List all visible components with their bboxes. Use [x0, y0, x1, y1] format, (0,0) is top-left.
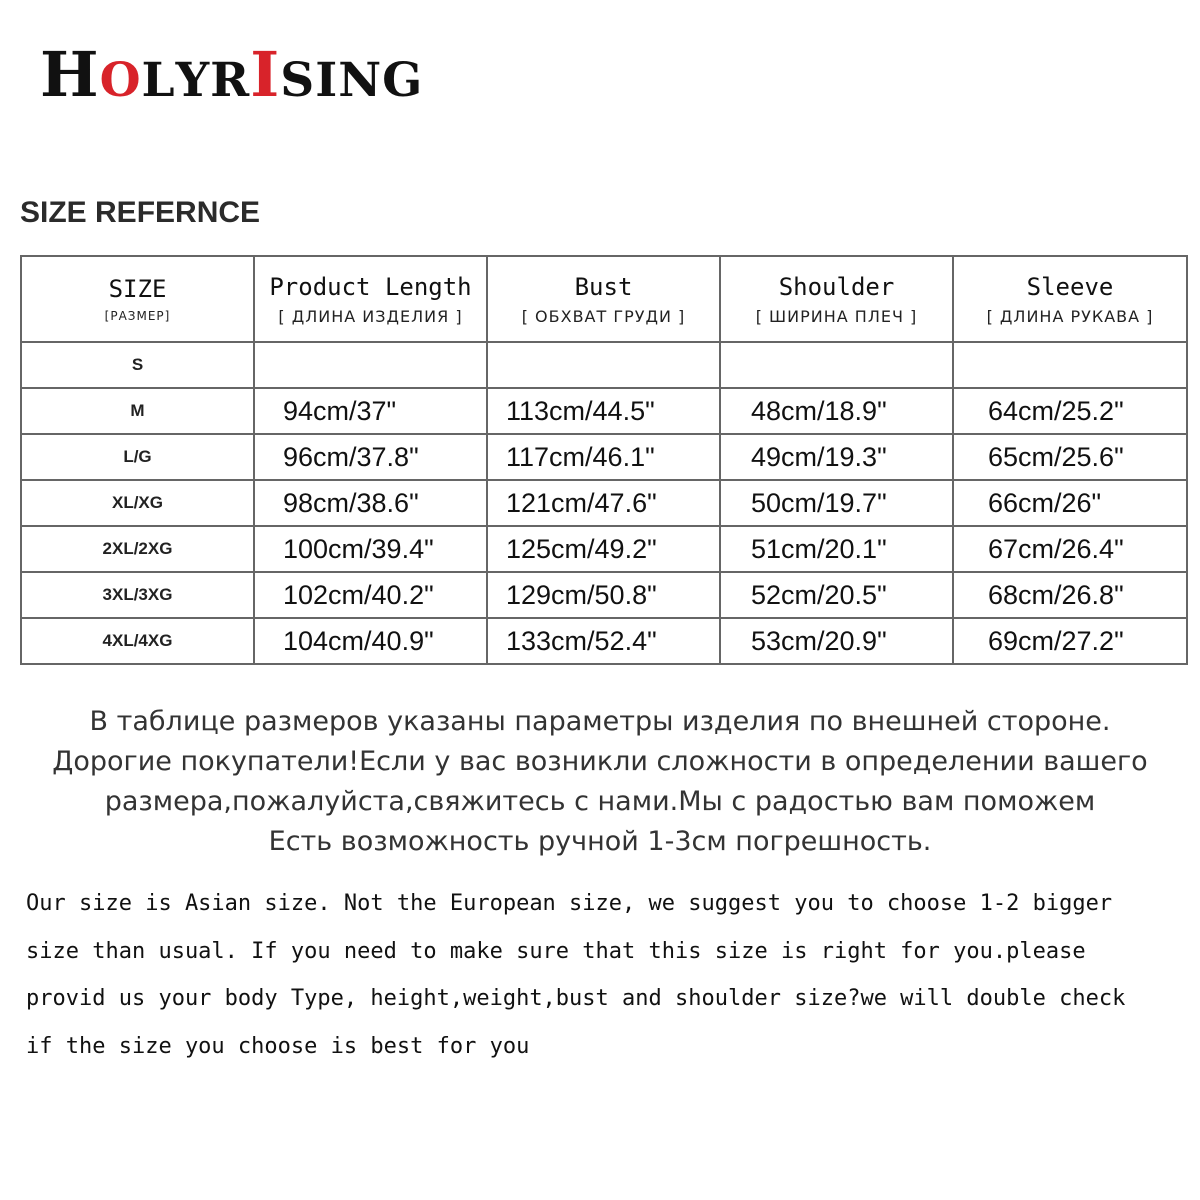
header-title: Shoulder: [778, 272, 895, 301]
header-subtitle: [ ДЛИНА РУКАВА ]: [986, 306, 1154, 326]
note-line: provid us your body Type, height,weight,bust and shoulder size?we will double check: [26, 986, 1126, 1011]
length-value: 94cm/37": [283, 395, 397, 426]
header-subtitle: [РАЗМЕР]: [104, 309, 171, 323]
bust-value: 133cm/52.4": [506, 625, 657, 656]
note-line: В таблице размеров указаны параметры изделия по внешней стороне.: [89, 706, 1111, 737]
shoulder-cell: [720, 480, 953, 526]
header-product-length: [254, 256, 487, 342]
header-title: SIZE: [108, 275, 167, 303]
shoulder-value: 50cm/19.7": [751, 487, 887, 518]
sleeve-cell: [953, 480, 1187, 526]
sleeve-value: 68cm/26.8": [988, 579, 1124, 610]
sleeve-value: 67cm/26.4": [988, 533, 1124, 564]
shoulder-value: 52cm/20.5": [751, 579, 887, 610]
bust-cell: [487, 572, 720, 618]
size-label: M: [21, 388, 254, 434]
note-line: Есть возможность ручной 1-3см погрешность.: [268, 826, 932, 857]
logo-letter: Y: [175, 53, 211, 108]
sleeve-cell: [953, 618, 1187, 664]
logo-letter: S: [280, 53, 316, 108]
logo-letter: I: [315, 53, 339, 108]
length-value: 98cm/38.6": [283, 487, 419, 518]
sleeve-cell: [953, 342, 1187, 388]
russian-size-notes: [0, 702, 1200, 862]
shoulder-cell: [720, 572, 953, 618]
note-line: Дорогие покупатели!Если у вас возникли сложности в определении вашего: [52, 746, 1148, 777]
sleeve-value: 66cm/26": [988, 487, 1102, 518]
header-shoulder: [720, 256, 953, 342]
sleeve-value: 64cm/25.2": [988, 395, 1124, 426]
shoulder-cell: [720, 618, 953, 664]
logo-letter: R: [210, 53, 251, 108]
note-line: size than usual. If you need to make sure that this size is right for you.please: [26, 938, 1086, 964]
logo-letter: I: [250, 38, 281, 111]
note-line: размера,пожалуйста,свяжитесь с нами.Мы с радостью вам поможем: [104, 786, 1096, 817]
sleeve-cell: [953, 526, 1187, 572]
shoulder-cell: [720, 526, 953, 572]
size-label: 2XL/2XG: [21, 526, 254, 572]
table-row: [21, 526, 1187, 572]
english-size-note: [26, 880, 1176, 1070]
size-reference-heading: SIZE REFERNCE: [20, 196, 261, 229]
header-title: Product Length: [269, 272, 472, 301]
header-subtitle: [ ОБХВАТ ГРУДИ ]: [521, 306, 686, 326]
size-label: XL/XG: [21, 480, 254, 526]
shoulder-cell: [720, 434, 953, 480]
table-row: [21, 342, 1187, 388]
length-value: 100cm/39.4": [283, 533, 434, 564]
shoulder-value: 51cm/20.1": [751, 533, 887, 564]
bust-cell: [487, 388, 720, 434]
length-value: 104cm/40.9": [283, 625, 434, 656]
sleeve-cell: [953, 434, 1187, 480]
header-subtitle: [ ШИРИНА ПЛЕЧ ]: [755, 306, 918, 326]
size-label: S: [21, 342, 254, 388]
length-cell: [254, 388, 487, 434]
length-cell: [254, 434, 487, 480]
shoulder-value: 49cm/19.3": [751, 441, 887, 472]
size-label: 4XL/4XG: [21, 618, 254, 664]
header-bust: [487, 256, 720, 342]
length-value: 96cm/37.8": [283, 441, 419, 472]
table-row: [21, 480, 1187, 526]
sleeve-value: 65cm/25.6": [988, 441, 1124, 472]
bust-value: 125cm/49.2": [506, 533, 657, 564]
header-title: Sleeve: [1026, 272, 1114, 301]
length-cell: [254, 342, 487, 388]
header-sleeve: [953, 256, 1187, 342]
table-row: [21, 618, 1187, 664]
bust-cell: [487, 618, 720, 664]
bust-cell: [487, 434, 720, 480]
header-subtitle: [ ДЛИНА ИЗДЕЛИЯ ]: [278, 306, 463, 326]
length-cell: [254, 618, 487, 664]
bust-value: 121cm/47.6": [506, 487, 657, 518]
size-chart-table: [20, 255, 1188, 665]
note-line: if the size you choose is best for you: [26, 1033, 530, 1059]
bust-value: 129cm/50.8": [506, 579, 657, 610]
header-size: [21, 256, 254, 342]
header-title: Bust: [574, 272, 633, 301]
sleeve-value: 69cm/27.2": [988, 625, 1124, 656]
table-row: [21, 388, 1187, 434]
logo-letter: L: [141, 53, 176, 108]
shoulder-value: 48cm/18.9": [751, 395, 887, 426]
bust-value: 117cm/46.1": [506, 441, 655, 472]
bust-cell: [487, 526, 720, 572]
length-cell: [254, 572, 487, 618]
brand-logo: [40, 38, 424, 111]
shoulder-cell: [720, 342, 953, 388]
size-label: L/G: [21, 434, 254, 480]
shoulder-cell: [720, 388, 953, 434]
table-row: [21, 434, 1187, 480]
logo-letter: G: [382, 53, 424, 108]
bust-cell: [487, 480, 720, 526]
logo-letter: O: [99, 53, 142, 108]
bust-cell: [487, 342, 720, 388]
bust-value: 113cm/44.5": [506, 395, 655, 426]
note-line: Our size is Asian size. Not the European size, we suggest you to choose 1-2 bigger: [26, 891, 1113, 916]
length-cell: [254, 526, 487, 572]
table-header-row: [21, 256, 1187, 342]
table-row: [21, 572, 1187, 618]
length-value: 102cm/40.2": [283, 579, 434, 610]
sleeve-cell: [953, 388, 1187, 434]
logo-letter: N: [338, 53, 383, 108]
size-label: 3XL/3XG: [21, 572, 254, 618]
sleeve-cell: [953, 572, 1187, 618]
logo-letter: H: [40, 38, 100, 111]
length-cell: [254, 480, 487, 526]
shoulder-value: 53cm/20.9": [751, 625, 887, 656]
